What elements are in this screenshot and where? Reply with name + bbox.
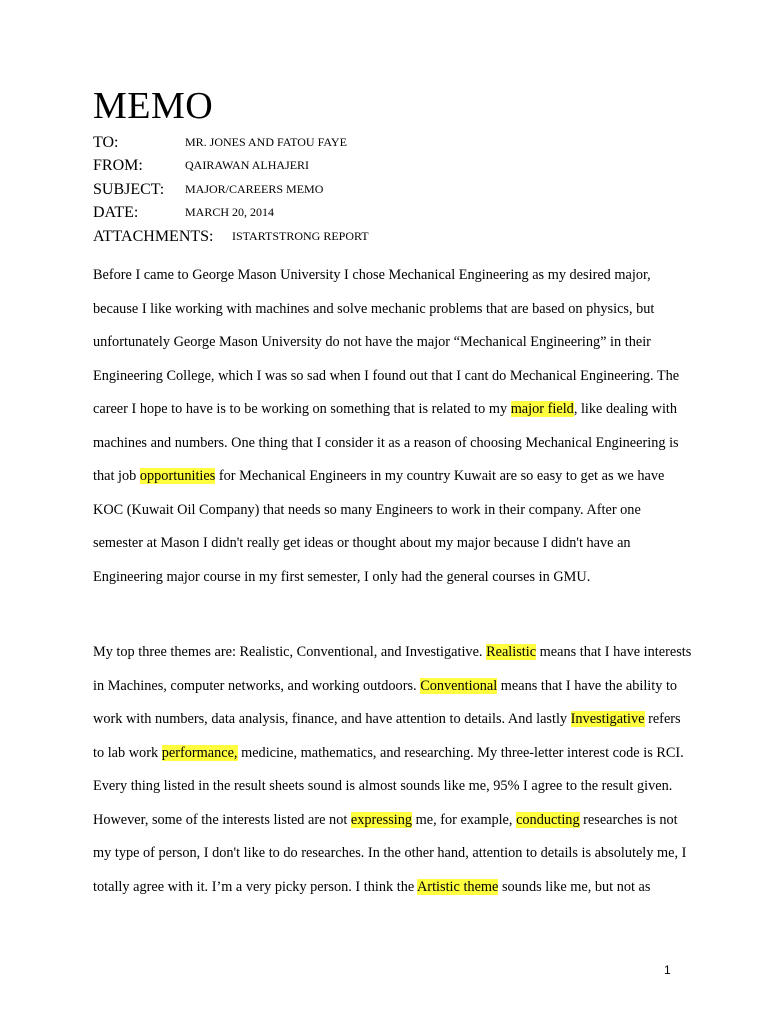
- paragraph-text: My top three themes are: Realistic, Conventional, and Investigative.: [93, 644, 487, 660]
- paragraph-text: Before I came to George Mason University I chose Mechanical Engineering as my desired major, because I like working with machines and solve mechanic problems that are based on physics, but unfortunately George Mason University do not have the major “Mechanical Engineering” in their Engineering College, which I was so sad when I found out that I cant do Mechanical Engineering. The career I hope to have is to be working on something that is related to my: [93, 267, 680, 417]
- paragraph-text: medicine, mathematics, and researching. My three-letter interest code is RCI. Every thing listed in the result sheets sound is almost sounds like me, 95% I agree to the result given. However, some of the interests listed are not: [93, 744, 684, 828]
- highlight-major-field: major field: [510, 401, 574, 417]
- date-value: MARCH 20, 2014: [185, 205, 275, 219]
- paragraph-text: researches is not my type of person, I don't like to do researches. In the other hand, attention to details is absolutely me, I totally agree with it. I’m a very picky person. I think the: [93, 811, 687, 895]
- highlight-conventional: Conventional: [420, 677, 498, 694]
- paragraph-text: means that I have interests in Machines, computer networks, and working outdoors.: [93, 644, 692, 694]
- paragraph-text: means that I have the ability to work with numbers, data analysis, finance, and have attention to details. And lastly: [93, 677, 678, 727]
- paragraph-text: refers to lab work: [93, 711, 681, 761]
- paragraph-text: , like dealing with machines and numbers. One thing that I consider it as a reason of choosing Mechanical Engineering is that job: [93, 401, 679, 484]
- highlight-realistic: Realistic: [486, 644, 537, 660]
- highlight-opportunities: opportunities: [139, 468, 216, 484]
- from-value: QAIRAWAN ALHAJERI: [185, 158, 310, 172]
- highlight-conducting: conducting: [516, 811, 580, 828]
- paragraph-text: for Mechanical Engineers in my country Kuwait are so easy to get as we have KOC (Kuwait Oil Company) that needs so many Engineers to work in their company. After one semester at Mason I didn't really get ideas or thought about my major because I didn't have an Engineering major course in my first semester, I only had the general courses in GMU.: [93, 468, 665, 585]
- memo-title: MEMO: [93, 85, 214, 127]
- paragraph-text: me, for example,: [412, 811, 517, 828]
- attachments-value: ISTARTSTRONG REPORT: [232, 229, 369, 243]
- date-label: DATE:: [93, 204, 139, 221]
- highlight-expressing: expressing: [350, 811, 413, 828]
- highlight-performance: performance,: [161, 744, 238, 761]
- body-paragraph-2: [93, 636, 693, 904]
- to-value: MR. JONES AND FATOU FAYE: [185, 135, 347, 149]
- from-label: FROM:: [93, 157, 143, 174]
- subject-value: MAJOR/CAREERS MEMO: [185, 182, 324, 196]
- highlight-artistic-theme: Artistic theme: [416, 878, 499, 895]
- page-number: 1: [664, 963, 671, 977]
- to-label: TO:: [93, 134, 119, 151]
- body-paragraph-1: [93, 259, 693, 594]
- attachments-label: ATTACHMENTS:: [93, 228, 214, 245]
- highlight-investigative: Investigative: [570, 711, 645, 727]
- paragraph-text: sounds like me, but not as: [498, 878, 651, 895]
- subject-label: SUBJECT:: [93, 181, 165, 198]
